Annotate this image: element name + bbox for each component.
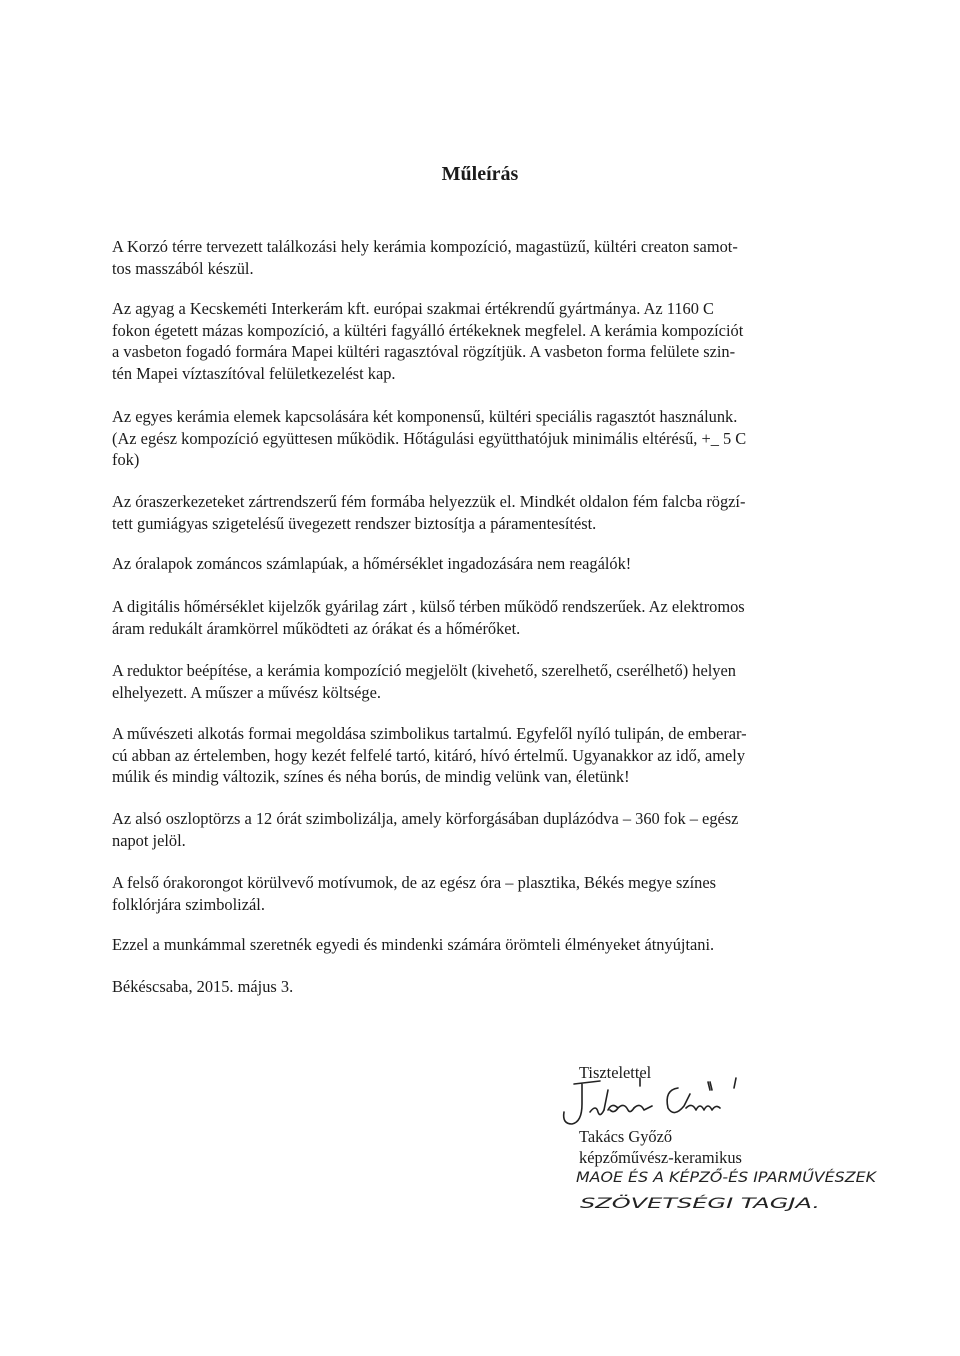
text-line: Békéscsaba, 2015. május 3. [112, 977, 294, 996]
text-line: fok) [112, 450, 140, 469]
paragraph-clockwork [112, 491, 834, 534]
paragraph-reducer [112, 660, 834, 703]
text-line: Az óralapok zománcos számlapúak, a hőmérséklet ingadozására nem reagálók! [112, 554, 632, 573]
text-line: cú abban az értelemben, hogy kezét felfelé tartó, kitáró, hívó értelmű. Ugyanakkor az idő, amely [112, 745, 746, 765]
text-line: tos masszából készül. [112, 258, 254, 278]
text-line: A Korzó térre tervezett találkozási hely kerámia kompozíció, magastüzű, kültéri creaton samot- [112, 237, 738, 256]
date-line [112, 976, 834, 998]
handwritten-signature [560, 1068, 800, 1132]
handwritten-membership-note [576, 1164, 886, 1218]
text-line: tett gumiágyas szigetelésű üvegezett rendszer biztosítja a páramentesítést. [112, 513, 597, 533]
text-line: napot jelöl. [112, 830, 186, 850]
handwritten-line: SZÖVETSÉGI TAGJA. [580, 1196, 720, 1212]
text-line: múlik és mindig változik, színes és néha borús, de mindig velünk van, életünk! [112, 767, 630, 786]
paragraph-material [112, 236, 834, 279]
text-line: a vasbeton fogadó formára Mapei kültéri ragasztóval rögzítjük. A vasbeton forma felülete szin- [112, 342, 736, 361]
text-line: A felső órakorongot körülvevő motívumok, de az egész óra – plasztika, Békés megye színes [112, 873, 717, 892]
signer-role: képzőművész-keramikus [579, 1148, 742, 1167]
text-line: (Az egész kompozíció együttesen működik. Hőtágulási együtthatójuk minimális eltérésű, +_ 5 C [112, 428, 747, 448]
text-line: Az agyag a Kecskeméti Interkerám kft. európai szakmai értékrendű gyártmánya. Az 1160 C [112, 299, 714, 318]
paragraph-dials [112, 553, 834, 575]
text-line: Tisztelettel [579, 1063, 652, 1082]
handwritten-line: MAOE ÉS A KÉPZŐ-ÉS IPARMŰVÉSZEK [576, 1170, 841, 1186]
paragraph-symbolism [112, 723, 834, 788]
paragraph-thermometer [112, 596, 834, 639]
text-line: tén Mapei víztaszítóval felületkezelést kap. [112, 363, 396, 383]
document-title: Műleírás [441, 163, 519, 185]
paragraph-clay [112, 298, 834, 384]
text-line: A reduktor beépítése, a kerámia kompozíció megjelölt (kivehető, szerelhető, cserélhető) helyen [112, 661, 736, 680]
text-line: Az óraszerkezeteket zártrendszerű fém formába helyezzük el. Mindkét oldalon fém falcba rögzí- [112, 492, 746, 511]
text-line: fokon égetett mázas kompozíció, a kültéri fagyálló értékeknek megfelel. A kerámia kompozíciót [112, 320, 744, 340]
text-line: elhelyezett. A műszer a művész költsége. [112, 682, 381, 702]
paragraph-motifs [112, 872, 834, 915]
paragraph-column [112, 808, 834, 851]
text-line: Az egyes kerámia elemek kapcsolására két komponensű, kültéri speciális ragasztót használunk. [112, 407, 738, 426]
signer-name: Takács Győző [579, 1127, 673, 1146]
text-line: Az alsó oszloptörzs a 12 órát szimbolizálja, amely körforgásában duplázódva – 360 fok – egész [112, 809, 739, 828]
text-line: folklórjára szimbolizál. [112, 894, 265, 914]
text-line: A művészeti alkotás formai megoldása szimbolikus tartalmú. Egyfelől nyíló tulipán, de emberar- [112, 724, 747, 743]
paragraph-adhesive [112, 406, 834, 471]
text-line: A digitális hőmérséklet kijelzők gyárilag zárt , külső térben működő rendszerűek. Az elektromos [112, 597, 745, 616]
paragraph-closing-wish [112, 934, 834, 956]
signature-block [579, 1126, 879, 1168]
text-line: Ezzel a munkámmal szeretnék egyedi és mindenki számára örömteli élményeket átnyújtani. [112, 935, 715, 954]
text-line: áram redukált áramkörrel működteti az órákat és a hőmérőket. [112, 618, 521, 638]
